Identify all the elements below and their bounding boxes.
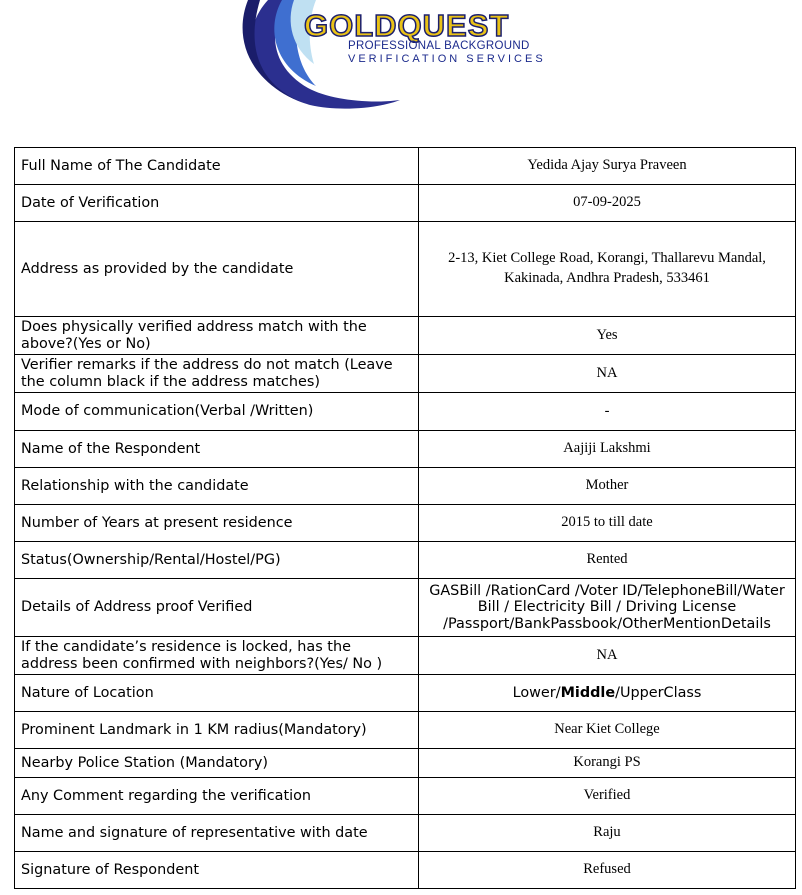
row-value: Korangi PS	[419, 749, 796, 778]
row-value: Yes	[419, 317, 796, 355]
row-value: Rented	[419, 542, 796, 579]
table-row	[15, 637, 796, 675]
row-value: Yedida Ajay Surya Praveen	[419, 148, 796, 185]
logo-brand-text: GOLDQUEST	[304, 8, 510, 43]
table-row	[15, 778, 796, 815]
row-value: Mother	[419, 468, 796, 505]
row-label: Status(Ownership/Rental/Hostel/PG)	[15, 542, 419, 579]
table-row	[15, 222, 796, 317]
logo-tagline-1: PROFESSIONAL BACKGROUND	[348, 40, 530, 52]
verification-table	[14, 147, 796, 889]
row-label: Prominent Landmark in 1 KM radius(Mandatory)	[15, 712, 419, 749]
row-value: -	[419, 393, 796, 431]
logo-tagline-2: VERIFICATION SERVICES	[348, 53, 546, 65]
table-row	[15, 355, 796, 393]
location-option-upper: /UpperClass	[615, 684, 702, 701]
row-label: Address as provided by the candidate	[15, 222, 419, 317]
goldquest-logo	[230, 0, 590, 112]
row-label: Any Comment regarding the verification	[15, 778, 419, 815]
row-value: 07-09-2025	[419, 185, 796, 222]
row-label: Name of the Respondent	[15, 431, 419, 468]
table-row	[15, 815, 796, 852]
table-row	[15, 468, 796, 505]
row-value	[419, 675, 796, 712]
table-row	[15, 185, 796, 222]
row-value: 2-13, Kiet College Road, Korangi, Thallarevu Mandal, Kakinada, Andhra Pradesh, 533461	[419, 222, 796, 317]
row-label: Mode of communication(Verbal /Written)	[15, 393, 419, 431]
row-value: GASBill /RationCard /Voter ID/TelephoneBill/Water Bill / Electricity Bill / Driving License /Passport/BankPassbook/OtherMentionDetails	[419, 579, 796, 637]
row-label: Nearby Police Station (Mandatory)	[15, 749, 419, 778]
row-label: Full Name of The Candidate	[15, 148, 419, 185]
row-label: If the candidate’s residence is locked, has the address been confirmed with neighbors?(Yes/ No )	[15, 637, 419, 675]
row-value: Near Kiet College	[419, 712, 796, 749]
row-label: Relationship with the candidate	[15, 468, 419, 505]
row-label: Does physically verified address match with the above?(Yes or No)	[15, 317, 419, 355]
row-value: Raju	[419, 815, 796, 852]
table-row	[15, 505, 796, 542]
row-value: NA	[419, 637, 796, 675]
row-label: Date of Verification	[15, 185, 419, 222]
table-row	[15, 749, 796, 778]
table-row	[15, 317, 796, 355]
row-value: Refused	[419, 852, 796, 889]
location-option-lower: Lower/	[512, 684, 561, 701]
row-value: 2015 to till date	[419, 505, 796, 542]
table-row	[15, 579, 796, 637]
table-row	[15, 393, 796, 431]
row-label: Signature of Respondent	[15, 852, 419, 889]
table-row	[15, 712, 796, 749]
row-value: Aajiji Lakshmi	[419, 431, 796, 468]
table-row	[15, 852, 796, 889]
table-row	[15, 542, 796, 579]
row-label: Details of Address proof Verified	[15, 579, 419, 637]
table-row	[15, 675, 796, 712]
table-row	[15, 431, 796, 468]
row-value: NA	[419, 355, 796, 393]
row-label: Nature of Location	[15, 675, 419, 712]
row-label: Name and signature of representative with date	[15, 815, 419, 852]
row-label: Number of Years at present residence	[15, 505, 419, 542]
row-value: Verified	[419, 778, 796, 815]
row-label: Verifier remarks if the address do not match (Leave the column black if the address matches)	[15, 355, 419, 393]
location-option-middle: Middle	[560, 684, 616, 701]
table-row	[15, 148, 796, 185]
